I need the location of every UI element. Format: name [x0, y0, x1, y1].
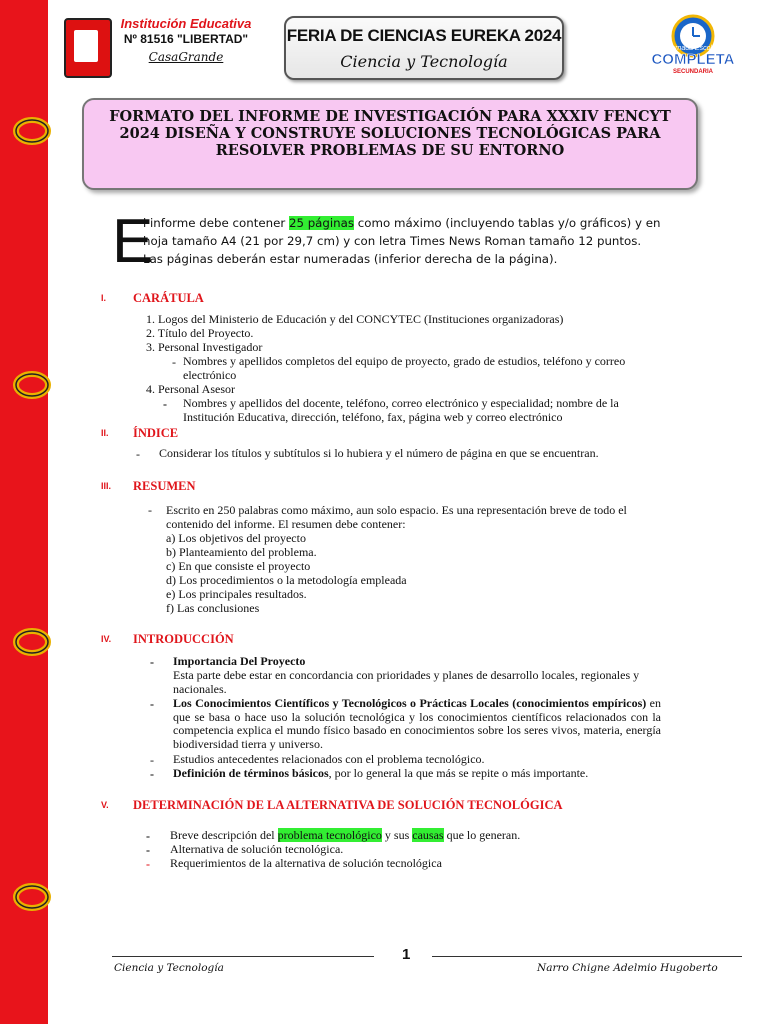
section-heading-introduccion — [101, 632, 701, 648]
page-number: 1 — [402, 946, 411, 963]
page-header — [64, 14, 760, 84]
section-heading-determinacion — [101, 798, 721, 814]
section-heading-resumen — [101, 479, 701, 495]
section-text: Considerar los títulos y subtítulos si lo hubiera y el número de página en que se encuentran. — [159, 446, 599, 460]
list-item: f) Las conclusiones — [166, 601, 260, 615]
list-item: 1. Logos del Ministerio de Educación y del CONCYTEC (Instituciones organizadoras) — [146, 312, 564, 326]
dash-bullet: - — [163, 397, 167, 411]
intro-item-text — [173, 697, 661, 751]
binding-ring-icon — [6, 882, 52, 912]
solution-item — [170, 829, 670, 843]
solution-text: que lo generan. — [443, 828, 521, 842]
school-number: Nº 81516 "LIBERTAD" — [123, 32, 249, 46]
dash-bullet: - — [146, 857, 150, 871]
logo-bottom-text: SECUNDARIA — [672, 69, 714, 75]
intro-item-body: , por lo general la que más se repite o más importante. — [328, 766, 589, 780]
logo-main-text: COMPLETA — [651, 51, 735, 68]
intro-paragraph — [143, 214, 663, 268]
dash-bullet: - — [150, 655, 154, 669]
section-heading-caratula — [101, 291, 701, 307]
school-crest-logo — [64, 18, 112, 78]
dash-bullet: - — [150, 697, 154, 711]
solution-text: Breve descripción del — [170, 828, 278, 842]
section-number: IV. — [101, 634, 112, 644]
document-title: FORMATO DEL INFORME DE INVESTIGACIÓN PARA XXXIV FENCYT 2024 DISEÑA Y CONSTRUYE SOLUCIONES TECNOLÓGICAS PARA RESOLVER PROBLEMAS DE SU ENTORNO — [109, 108, 671, 159]
intro-item-body: en que se basa o hace uso la solución tecnológica y los conocimientos científicos relacionados con la competencia explica el mundo físico basado en conocimientos sobre los seres vivos, materia, energía biodiversidad tierra y universo. — [173, 696, 661, 751]
solution-item: Requerimientos de la alternativa de solución tecnológica — [170, 856, 442, 870]
dash-bullet: - — [172, 355, 176, 369]
school-block — [116, 16, 256, 64]
section-number: III. — [101, 481, 112, 491]
section-heading-indice — [101, 426, 701, 442]
footer-divider — [112, 956, 374, 957]
intro-item-title: Importancia Del Proyecto — [173, 654, 306, 668]
document-title-box — [82, 98, 698, 190]
footer-divider — [432, 956, 742, 957]
intro-item-title: Los Conocimientos Científicos y Tecnológicos o Prácticas Locales (conocimientos empíricos) — [173, 696, 647, 710]
solution-text: y sus — [381, 828, 413, 842]
logo-top-text: Jornada Escolar — [667, 45, 719, 52]
school-name: Institución Educativa — [120, 16, 252, 31]
list-item: d) Los procedimientos o la metodología empleada — [166, 573, 407, 587]
list-item: e) Los principales resultados. — [166, 587, 307, 601]
section-label: DETERMINACIÓN DE LA ALTERNATIVA DE SOLUCIÓN TECNOLÓGICA — [133, 798, 563, 812]
dash-bullet: - — [148, 503, 152, 517]
list-item: a) Los objetivos del proyecto — [166, 531, 306, 545]
section-number: I. — [101, 293, 107, 303]
fair-subtitle: Ciencia y Tecnología — [340, 52, 508, 71]
highlight-problem: problema tecnológico — [277, 828, 382, 842]
list-item: 3. Personal Investigador — [146, 340, 263, 354]
jornada-completa-logo — [640, 14, 746, 76]
list-item: b) Planteamiento del problema. — [166, 545, 317, 559]
intro-dropcap: E — [112, 207, 154, 276]
sub-item: Nombres y apellidos completos del equipo de proyecto, grado de estudios, teléfono y correo electrónico — [183, 354, 626, 382]
solution-item: Alternativa de solución tecnológica. — [170, 842, 344, 856]
dash-bullet: - — [146, 843, 150, 857]
highlight-causes: causas — [412, 828, 444, 842]
section-text: Escrito en 250 palabras como máximo, aun solo espacio. Es una representación breve de todo el contenido del informe. El resumen debe contener: — [166, 503, 627, 531]
section-number: II. — [101, 428, 109, 438]
fair-title: FERIA DE CIENCIAS EUREKA 2024 — [286, 26, 562, 45]
intro-highlight: 25 páginas — [288, 216, 355, 230]
fair-banner — [284, 16, 564, 80]
list-item: 2. Título del Proyecto. — [146, 326, 254, 340]
dash-bullet: - — [150, 753, 154, 767]
footer-right: Narro Chigne Adelmio Hugoberto — [537, 962, 718, 974]
list-item: 4. Personal Asesor — [146, 382, 235, 396]
section-label: INTRODUCCIÓN — [133, 632, 234, 646]
section-label: CARÁTULA — [133, 291, 204, 305]
section-label: RESUMEN — [133, 479, 196, 493]
intro-item-title: Definición de términos básicos — [173, 766, 329, 780]
intro-item-text: Esta parte debe estar en concordancia con prioridades y planes de desarrollo locales, regionales y nacionales. — [173, 668, 640, 696]
intro-text-a: l informe debe contener — [143, 216, 289, 230]
dash-bullet: - — [150, 767, 154, 781]
dash-bullet: - — [136, 447, 140, 461]
binding-ring-icon — [6, 370, 52, 400]
footer-left: Ciencia y Tecnología — [114, 962, 224, 974]
school-location: CasaGrande — [148, 50, 224, 64]
binding-ring-icon — [6, 116, 52, 146]
list-item: c) En que consiste el proyecto — [166, 559, 311, 573]
dash-bullet: - — [146, 829, 150, 843]
intro-text-b: como máximo (incluyendo tablas y/o gráficos) y en hoja tamaño A4 (21 por 29,7 cm) y con letra Times News Roman tamaño 12 puntos. Las páginas deberán estar numeradas (inferior derecha de la página). — [143, 216, 661, 266]
binding-red-bar — [0, 0, 48, 1024]
intro-item-text: Estudios antecedentes relacionados con el problema tecnológico. — [173, 752, 485, 766]
section-number: V. — [101, 800, 109, 810]
binding-ring-icon — [6, 627, 52, 657]
intro-item-text — [173, 767, 663, 781]
sub-item: Nombres y apellidos del docente, teléfono, correo electrónico y especialidad; nombre de la Institución Educativa, dirección, teléfono, fax, página web y correo electrónico — [183, 396, 619, 424]
section-label: ÍNDICE — [133, 426, 179, 440]
